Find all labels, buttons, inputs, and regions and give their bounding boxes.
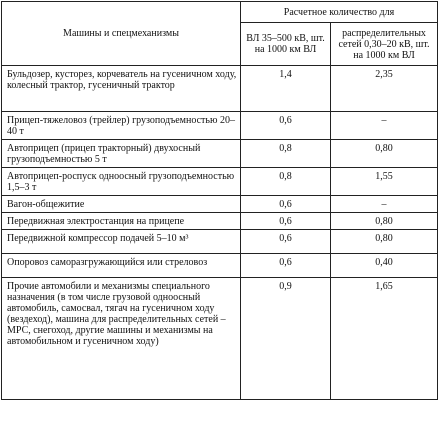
table-row bbox=[2, 168, 438, 196]
machine-name: Автоприцеп-роспуск одноосный грузоподъемностью 1,5–3 т bbox=[2, 168, 241, 196]
machine-name: Бульдозер, кусторез, корчеватель на гусеничном ходу, колесный трактор, гусеничный трактор bbox=[2, 66, 241, 112]
quantity-distribution: 1,55 bbox=[331, 168, 438, 196]
quantity-vl: 0,8 bbox=[241, 168, 331, 196]
quantity-vl: 0,6 bbox=[241, 196, 331, 213]
header-distribution-networks: распределительных сетей 0,30–20 кВ, шт. на 1000 км ВЛ bbox=[331, 23, 438, 66]
table-row bbox=[2, 66, 438, 112]
machine-name: Передвижной компрессор подачей 5–10 м³ bbox=[2, 230, 241, 254]
quantity-distribution: 2,35 bbox=[331, 66, 438, 112]
quantity-vl: 0,6 bbox=[241, 254, 331, 278]
machine-name: Вагон-общежитие bbox=[2, 196, 241, 213]
quantity-distribution: – bbox=[331, 196, 438, 213]
quantity-vl: 0,8 bbox=[241, 140, 331, 168]
quantity-vl: 0,9 bbox=[241, 278, 331, 400]
machine-name: Прицеп-тяжеловоз (трейлер) грузоподъемностью 20–40 т bbox=[2, 112, 241, 140]
table-row bbox=[2, 213, 438, 230]
table-row bbox=[2, 196, 438, 213]
quantity-distribution: 1,65 bbox=[331, 278, 438, 400]
quantity-distribution: 0,40 bbox=[331, 254, 438, 278]
machinery-table bbox=[1, 1, 438, 400]
quantity-vl: 0,6 bbox=[241, 230, 331, 254]
header-vl-35-500: ВЛ 35–500 кВ, шт. на 1000 км ВЛ bbox=[241, 23, 331, 66]
machine-name: Передвижная электростанция на прицепе bbox=[2, 213, 241, 230]
header-machines: Машины и спецмеханизмы bbox=[2, 2, 241, 66]
table-row bbox=[2, 140, 438, 168]
quantity-vl: 1,4 bbox=[241, 66, 331, 112]
machine-name: Прочие автомобили и механизмы специального назначения (в том числе грузовой одноосный автомобиль, самосвал, тягач на гусеничном ходу (вездеход), машина для распределительных сетей – МРС, снегоход, другие машины и механизмы на автомобильном и гусеничном ходу) bbox=[2, 278, 241, 400]
table-row bbox=[2, 230, 438, 254]
table-row bbox=[2, 278, 438, 400]
quantity-vl: 0,6 bbox=[241, 213, 331, 230]
table-row bbox=[2, 112, 438, 140]
quantity-distribution: 0,80 bbox=[331, 140, 438, 168]
header-estimated-quantity: Расчетное количество для bbox=[241, 2, 438, 23]
machine-name: Опоровоз саморазгружающийся или стреловоз bbox=[2, 254, 241, 278]
machine-name: Автоприцеп (прицеп тракторный) двухосный грузоподъемностью 5 т bbox=[2, 140, 241, 168]
quantity-vl: 0,6 bbox=[241, 112, 331, 140]
quantity-distribution: 0,80 bbox=[331, 213, 438, 230]
quantity-distribution: – bbox=[331, 112, 438, 140]
quantity-distribution: 0,80 bbox=[331, 230, 438, 254]
table-body bbox=[2, 66, 438, 400]
table-row bbox=[2, 254, 438, 278]
